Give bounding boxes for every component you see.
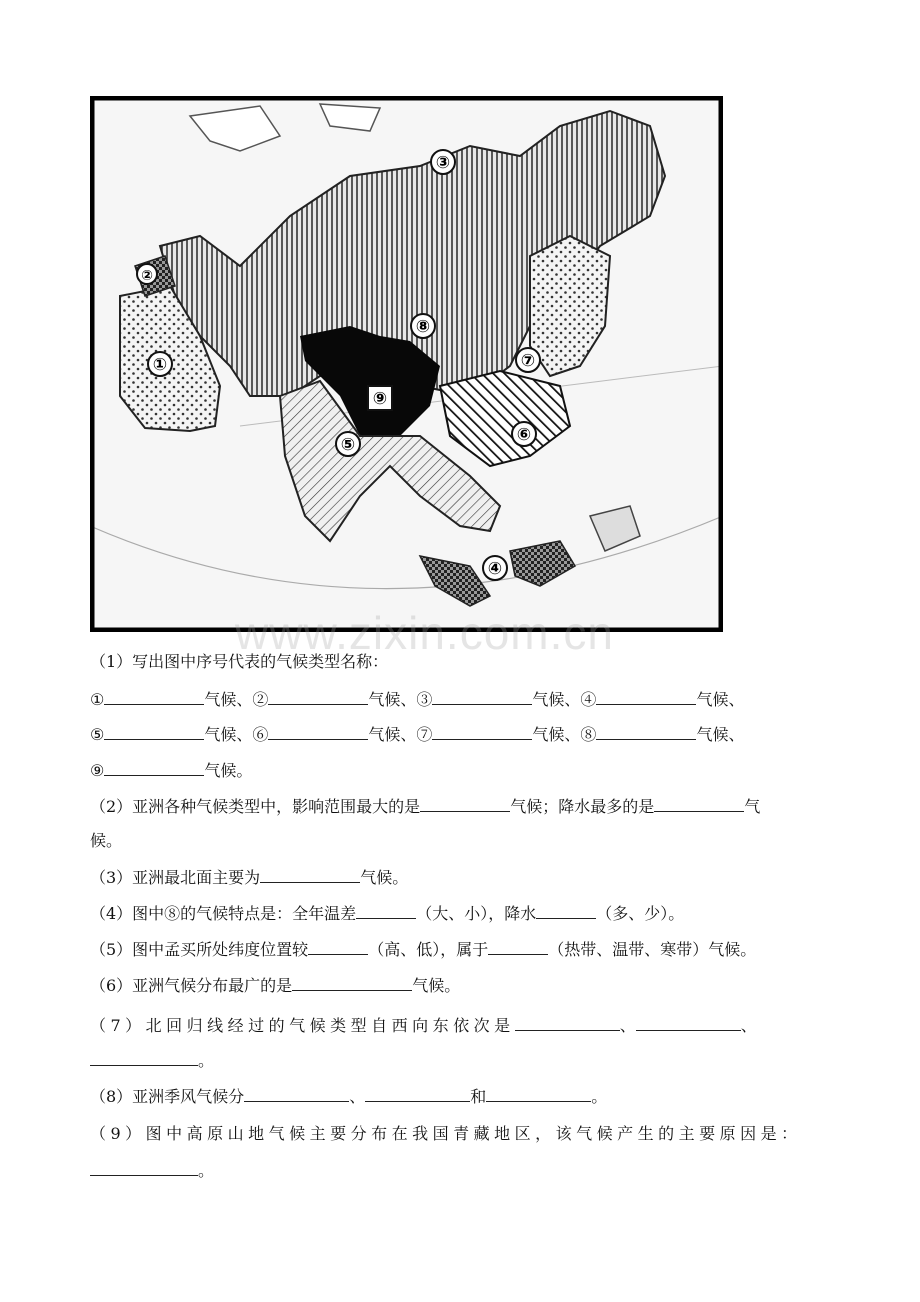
- marker-6: [512, 422, 536, 446]
- marker-4: [483, 556, 507, 580]
- question-2: （2）亚洲各种气候类型中，影响范围最大的是 气候；降水最多的是 气: [90, 797, 761, 816]
- blank-q5-a[interactable]: [308, 939, 368, 955]
- marker-7: [516, 348, 540, 372]
- question-4: （4）图中⑧的气候特点是：全年温差 （大、小），降水 （多、少）。: [90, 904, 685, 923]
- svg-text:④: ④: [487, 559, 503, 579]
- blank-q7-c[interactable]: [90, 1050, 198, 1066]
- marker-3: [431, 150, 455, 174]
- question-7-cont: 。: [90, 1050, 214, 1071]
- question-6: （6）亚洲气候分布最广的是 气候。: [90, 976, 461, 995]
- blank-q3[interactable]: [260, 867, 360, 883]
- marker-9: [368, 386, 392, 410]
- marker-5: [336, 432, 360, 456]
- blank-q4-a[interactable]: [356, 903, 416, 919]
- question-2-cont: 候。: [90, 831, 123, 850]
- blank-3[interactable]: [432, 689, 532, 705]
- svg-text:③: ③: [435, 153, 451, 173]
- svg-text:①: ①: [152, 355, 168, 375]
- marker-1: [148, 352, 172, 376]
- blank-q5-b[interactable]: [488, 939, 548, 955]
- blank-2[interactable]: [268, 689, 368, 705]
- question-1-row-3: ⑨ 气候。: [90, 761, 253, 780]
- svg-text:⑤: ⑤: [340, 435, 356, 455]
- asia-climate-map: [90, 96, 723, 632]
- blank-4[interactable]: [596, 689, 696, 705]
- svg-text:⑦: ⑦: [520, 351, 536, 371]
- blank-q8-b[interactable]: [365, 1086, 470, 1102]
- question-9: （9）图中高原山地气候主要分布在我国青藏地区，该气候产生的主要原因是：: [90, 1124, 802, 1143]
- svg-text:⑧: ⑧: [415, 317, 431, 337]
- blank-5[interactable]: [104, 724, 204, 740]
- blank-q7-a[interactable]: [515, 1015, 620, 1031]
- marker-8: [411, 314, 435, 338]
- blank-q2-b[interactable]: [654, 796, 744, 812]
- question-3: （3）亚洲最北面主要为 气候。: [90, 868, 409, 887]
- blank-q2-a[interactable]: [420, 796, 510, 812]
- question-1-prompt: （1）写出图中序号代表的气候类型名称：: [90, 652, 389, 671]
- question-1-row-2: ⑤ 气候、⑥ 气候、⑦ 气候、⑧ 气候、: [90, 725, 745, 744]
- blank-q9[interactable]: [90, 1160, 198, 1176]
- blank-7[interactable]: [432, 724, 532, 740]
- blank-6[interactable]: [268, 724, 368, 740]
- blank-q6[interactable]: [292, 975, 412, 991]
- blank-q4-b[interactable]: [536, 903, 596, 919]
- blank-q8-a[interactable]: [244, 1086, 349, 1102]
- watermark: www.zixin.com.cn: [235, 607, 614, 659]
- svg-text:⑨: ⑨: [372, 389, 388, 409]
- svg-text:⑥: ⑥: [516, 425, 532, 445]
- blank-q7-b[interactable]: [636, 1015, 741, 1031]
- question-9-cont: 。: [90, 1160, 214, 1181]
- svg-text:②: ②: [141, 268, 153, 284]
- question-7: （7）北回归线经过的气候类型自西向东依次是 、 、: [90, 1016, 757, 1035]
- blank-q8-c[interactable]: [486, 1086, 591, 1102]
- blank-1[interactable]: [104, 689, 204, 705]
- marker-2: [137, 264, 157, 284]
- question-5: （5）图中孟买所处纬度位置较 （高、低），属于 （热带、温带、寒带）气候。: [90, 940, 757, 959]
- question-1-row-1: ① 气候、② 气候、③ 气候、④ 气候、: [90, 690, 745, 709]
- blank-9[interactable]: [104, 760, 204, 776]
- blank-8[interactable]: [596, 724, 696, 740]
- question-8: （8）亚洲季风气候分 、 和 。: [90, 1087, 608, 1106]
